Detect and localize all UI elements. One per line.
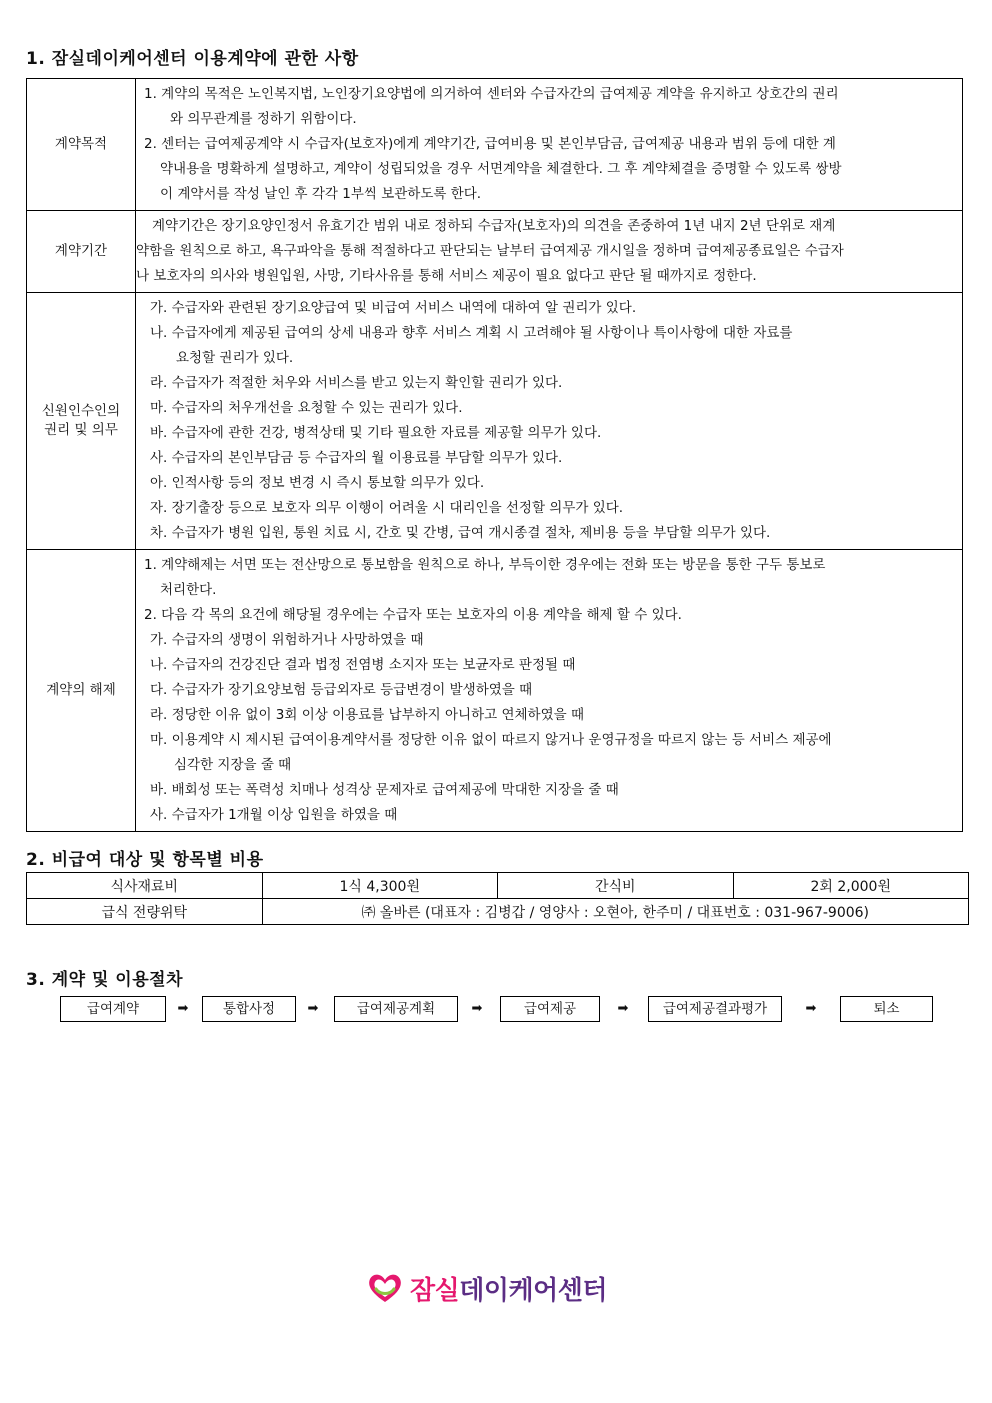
step-discharge: 퇴소 bbox=[840, 996, 933, 1022]
logo-text-part2: 데이케어센터 bbox=[459, 1275, 607, 1306]
period-content bbox=[136, 211, 963, 293]
rights-label-line: 권리 및 의무 bbox=[44, 422, 118, 438]
contract-terms-table bbox=[26, 78, 963, 832]
termination-line: 1. 계약해제는 서면 또는 전산망으로 통보함을 원칙으로 하나, 부득이한 경우에는 전화 또는 방문을 통한 구두 통보로 bbox=[144, 557, 826, 573]
purpose-line: 와 의무관계를 정하기 위함이다. bbox=[170, 111, 357, 127]
non-covered-costs-table bbox=[26, 872, 969, 925]
purpose-label: 계약목적 bbox=[27, 79, 136, 211]
section1-title: 1. 잠실데이케어센터 이용계약에 관한 사항 bbox=[26, 49, 359, 69]
purpose-line: 1. 계약의 목적은 노인복지법, 노인장기요양법에 의거하여 센터와 수급자간의 급여제공 계약을 유지하고 상호간의 권리 bbox=[144, 86, 839, 102]
section3-title: 3. 계약 및 이용절차 bbox=[26, 970, 183, 990]
rights-label bbox=[27, 293, 136, 550]
termination-line: 처리한다. bbox=[160, 582, 217, 598]
rights-line: 가. 수급자와 관련된 장기요양급여 및 비급여 서비스 내역에 대하여 알 권리가 있다. bbox=[150, 300, 637, 316]
table-cell: 급식 전량위탁 bbox=[27, 899, 263, 925]
purpose-content bbox=[136, 79, 963, 211]
table-cell: 2회 2,000원 bbox=[733, 873, 969, 899]
period-label: 계약기간 bbox=[27, 211, 136, 293]
arrow-right-icon: ➡ bbox=[617, 1001, 629, 1016]
step-care-provision: 급여제공 bbox=[500, 996, 600, 1022]
rights-line: 마. 수급자의 처우개선을 요청할 수 있는 권리가 있다. bbox=[150, 400, 463, 416]
termination-line: 심각한 지장을 줄 때 bbox=[174, 757, 292, 773]
termination-line: 마. 이용계약 시 제시된 급여이용계약서를 정당한 이유 없이 따르지 않거나 운영규정을 따르지 않는 등 서비스 제공에 bbox=[150, 732, 832, 748]
procedure-flow bbox=[60, 996, 934, 1024]
table-cell: 식사재료비 bbox=[27, 873, 263, 899]
termination-content bbox=[136, 550, 963, 832]
rights-line: 나. 수급자에게 제공된 급여의 상세 내용과 향후 서비스 계획 시 고려해야 될 사항이나 특이사항에 대한 자료를 bbox=[150, 325, 793, 341]
logo-text bbox=[410, 1270, 607, 1307]
rights-line: 아. 인적사항 등의 정보 변경 시 즉시 통보할 의무가 있다. bbox=[150, 475, 485, 491]
step-care-plan: 급여제공계획 bbox=[334, 996, 458, 1022]
rights-content bbox=[136, 293, 963, 550]
section2-title: 2. 비급여 대상 및 항목별 비용 bbox=[26, 850, 264, 870]
rights-line: 자. 장기출장 등으로 보호자 의무 이행이 어려울 시 대리인을 선정할 의무가 있다. bbox=[150, 500, 624, 516]
purpose-line: 2. 센터는 급여제공계약 시 수급자(보호자)에게 계약기간, 급여비용 및 본인부담금, 급여제공 내용과 범위 등에 대한 계 bbox=[144, 136, 836, 152]
rights-line: 차. 수급자가 병원 입원, 통원 치료 시, 간호 및 간병, 급여 개시종결 절차, 제비용 등을 부담할 의무가 있다. bbox=[150, 525, 771, 541]
termination-label: 계약의 해제 bbox=[27, 550, 136, 832]
period-line: 약함을 원칙으로 하고, 욕구파악을 통해 적절하다고 판단되는 날부터 급여제공 개시일을 정하며 급여제공종료일은 수급자 bbox=[136, 243, 844, 259]
heart-logo-icon bbox=[366, 1271, 404, 1305]
step-contract: 급여계약 bbox=[60, 996, 166, 1022]
purpose-line: 약내용을 명확하게 설명하고, 계약이 성립되었을 경우 서면계약을 체결한다. 그 후 계약체결을 증명할 수 있도록 쌍방 bbox=[160, 161, 842, 177]
table-row bbox=[27, 873, 969, 899]
arrow-right-icon: ➡ bbox=[307, 1001, 319, 1016]
table-cell: 간식비 bbox=[498, 873, 734, 899]
purpose-row bbox=[27, 79, 963, 211]
rights-line: 바. 수급자에 관한 건강, 병적상태 및 기타 필요한 자료를 제공할 의무가 있다. bbox=[150, 425, 602, 441]
center-logo bbox=[366, 1268, 607, 1308]
logo-text-part1: 잠실 bbox=[410, 1275, 460, 1306]
table-row bbox=[27, 899, 969, 925]
rights-line: 라. 수급자가 적절한 처우와 서비스를 받고 있는지 확인할 권리가 있다. bbox=[150, 375, 563, 391]
step-evaluation: 급여제공결과평가 bbox=[648, 996, 782, 1022]
period-line: 계약기간은 장기요양인정서 유효기간 범위 내로 정하되 수급자(보호자)의 의견을 존중하여 1년 내지 2년 단위로 재계 bbox=[152, 218, 836, 234]
period-row bbox=[27, 211, 963, 293]
purpose-line: 이 계약서를 작성 날인 후 각각 1부씩 보관하도록 한다. bbox=[160, 186, 482, 202]
rights-line: 사. 수급자의 본인부담금 등 수급자의 월 이용료를 부담할 의무가 있다. bbox=[150, 450, 563, 466]
termination-line: 나. 수급자의 건강진단 결과 법정 전염병 소지자 또는 보균자로 판정될 때 bbox=[150, 657, 576, 673]
termination-line: 사. 수급자가 1개월 이상 입원을 하였을 때 bbox=[150, 807, 398, 823]
table-cell: 1식 4,300원 bbox=[262, 873, 498, 899]
arrow-right-icon: ➡ bbox=[471, 1001, 483, 1016]
step-assessment: 통합사정 bbox=[202, 996, 296, 1022]
termination-row bbox=[27, 550, 963, 832]
termination-line: 2. 다음 각 목의 요건에 해당될 경우에는 수급자 또는 보호자의 이용 계약을 해제 할 수 있다. bbox=[144, 607, 682, 623]
termination-line: 가. 수급자의 생명이 위험하거나 사망하였을 때 bbox=[150, 632, 424, 648]
rights-row bbox=[27, 293, 963, 550]
table-cell: ㈜ 올바른 (대표자 : 김병갑 / 영양사 : 오현아, 한주미 / 대표번호 : 031-967-9006) bbox=[262, 899, 969, 925]
arrow-right-icon: ➡ bbox=[805, 1001, 817, 1016]
period-line: 나 보호자의 의사와 병원입원, 사망, 기타사유를 통해 서비스 제공이 필요 없다고 판단 될 때까지로 정한다. bbox=[136, 268, 757, 284]
termination-line: 라. 정당한 이유 없이 3회 이상 이용료를 납부하지 아니하고 연체하였을 때 bbox=[150, 707, 584, 723]
termination-line: 바. 배회성 또는 폭력성 치매나 성격상 문제자로 급여제공에 막대한 지장을 줄 때 bbox=[150, 782, 619, 798]
termination-line: 다. 수급자가 장기요양보험 등급외자로 등급변경이 발생하였을 때 bbox=[150, 682, 533, 698]
arrow-right-icon: ➡ bbox=[177, 1001, 189, 1016]
rights-line: 요청할 권리가 있다. bbox=[176, 350, 294, 366]
rights-label-line: 신원인수인의 bbox=[41, 403, 121, 419]
